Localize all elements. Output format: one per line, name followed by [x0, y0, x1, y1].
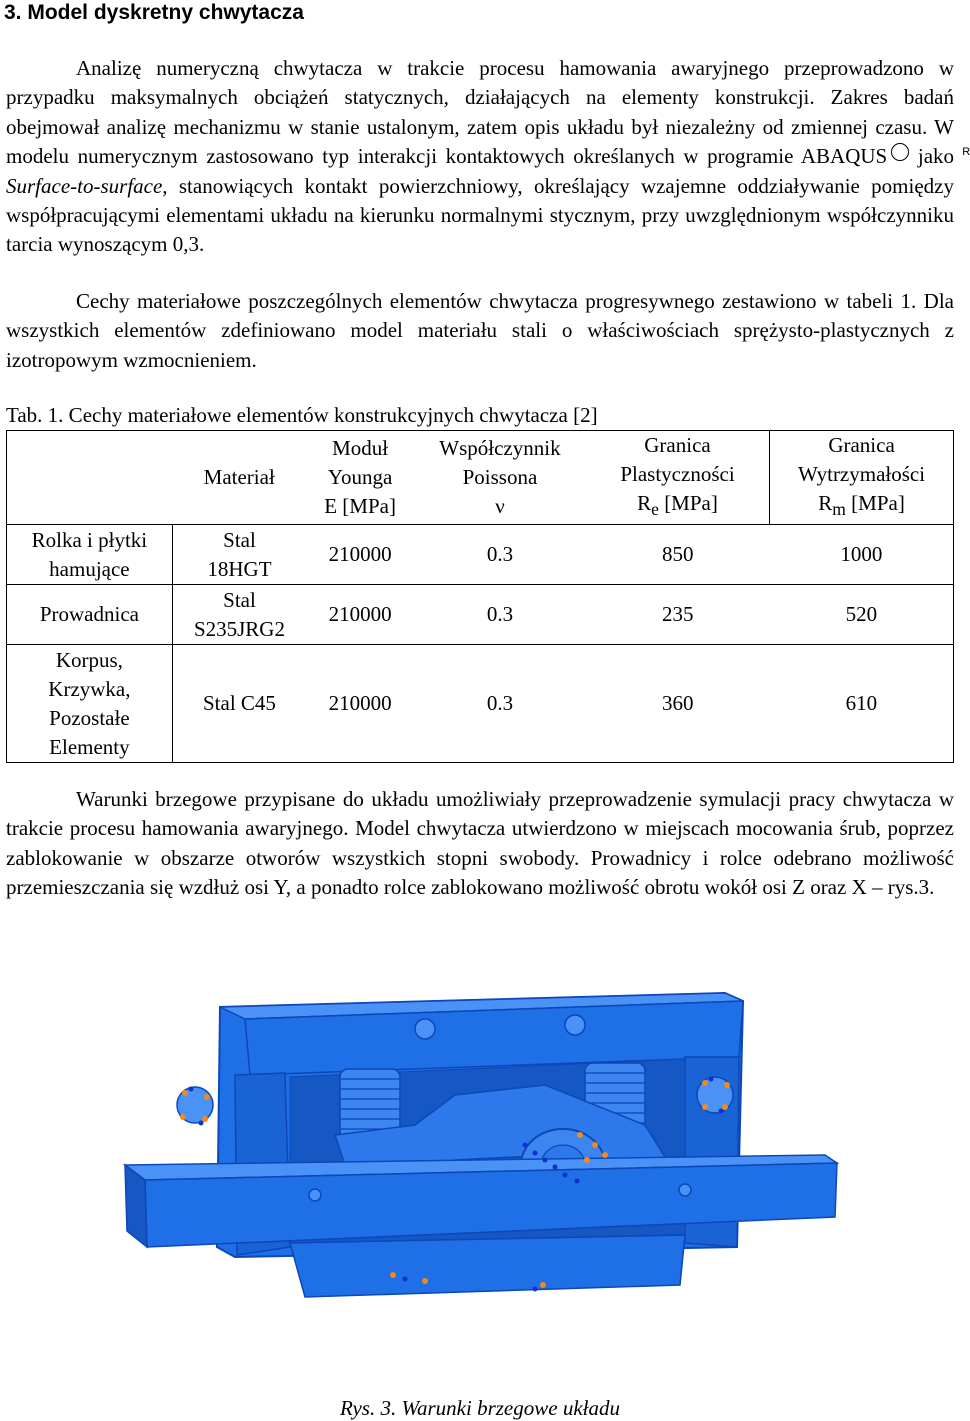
cell-material — [172, 525, 306, 585]
cell-element-line: Korpus, — [55, 647, 123, 672]
header-young — [306, 431, 414, 525]
cell-poisson: 0.3 — [414, 645, 586, 763]
paragraph-analysis — [6, 54, 970, 260]
cell-element-line: hamujące — [49, 556, 130, 581]
surface-to-surface-term: Surface-to-surface — [6, 173, 163, 198]
header-ultimate-line-3 — [770, 489, 953, 524]
header-yield-symbol: R — [637, 491, 652, 515]
header-poisson-line-1: Współczynnik — [439, 436, 561, 461]
cell-material-line: 18HGT — [207, 556, 272, 581]
cell-element-line: Pozostałe — [49, 705, 130, 730]
table-caption: Tab. 1. Cechy materiałowe elementów konstrukcyjnych chwytacza [2] — [6, 403, 598, 427]
header-ultimate-line-1: Granica — [828, 433, 895, 457]
paragraph-boundary-conditions: Warunki brzegowe przypisane do układu umożliwiały przeprowadzenie symulacji pracy chwytacza w trakcie procesu hamowania awaryjnego. Model chwytacza utwierdzono w miejscach mocowania śrub, poprzez zablokowanie w obszarze otworów wszystkich stopni swobody. Prowadnicy i rolce odebrano możliwość przemieszczania się wzdłuż osi Y, a ponadto rolce zablokowano możliwość obrotu wokół osi Z oraz X – rys.3. — [6, 787, 954, 900]
table-header-row — [7, 431, 954, 525]
header-poisson-line-3: ν — [495, 494, 505, 519]
header-poisson — [414, 431, 586, 525]
cell-material-line: S235JRG2 — [193, 616, 285, 641]
header-element — [7, 431, 173, 525]
cell-ultimate: 520 — [770, 585, 954, 645]
cell-yield: 235 — [586, 585, 770, 645]
cell-material-line: Stal — [223, 587, 256, 612]
cell-young: 210000 — [306, 585, 414, 645]
registered-mark-icon: R — [891, 143, 909, 161]
cell-young: 210000 — [306, 645, 414, 763]
header-ultimate-symbol: R — [818, 491, 833, 515]
cell-material — [172, 645, 306, 763]
header-ultimate-unit: [MPa] — [845, 491, 905, 515]
cell-element — [7, 645, 173, 763]
cell-material — [172, 585, 306, 645]
table-row — [7, 585, 954, 645]
cell-yield: 850 — [586, 525, 770, 585]
cell-young: 210000 — [306, 525, 414, 585]
paragraph-analysis-text-2: jako — [909, 144, 955, 169]
header-yield-subscript: e — [651, 499, 659, 520]
header-material — [172, 431, 306, 525]
header-yield-unit: [MPa] — [658, 491, 718, 515]
table-row — [7, 525, 954, 585]
header-young-line-1: Moduł — [332, 436, 389, 461]
cell-element-line: Krzywka, — [48, 676, 131, 701]
header-yield — [586, 431, 770, 525]
header-yield-line-1: Granica — [644, 433, 711, 457]
paragraph-analysis-text-3: , stanowiących kontakt powierzchniowy, określający wzajemne oddziaływanie pomiędzy współpracującymi elementami układu na kierunku normalnymi stycznym, przy uwzględnionym współczynniku tarcia wynoszącym 0,3. — [6, 173, 954, 257]
cell-poisson: 0.3 — [414, 525, 586, 585]
cell-element-line: Rolka i płytki — [31, 527, 148, 552]
header-ultimate-subscript: m — [832, 499, 846, 520]
paragraph-analysis-text-1: Analizę numeryczną chwytacza w trakcie procesu hamowania awaryjnego przeprowadzono w przypadku maksymalnych obciążeń statycznych, działających na elementy konstrukcji. Zakres badań obejmował analizę mechanizmu w stanie ustalonym, zatem opis układu był niezależny od zmiennej czasu. W modelu numerycznym zastosowano typ interakcji kontaktowych określanych w programie ABAQUS — [6, 56, 954, 169]
table-row — [7, 645, 954, 763]
header-young-line-2: Younga — [327, 465, 393, 490]
material-properties-table — [6, 430, 954, 763]
header-young-line-3: E [MPa] — [324, 494, 396, 519]
cell-ultimate: 610 — [770, 645, 954, 763]
gripper-fem-model-image — [125, 985, 845, 1305]
cell-material-line: Stal — [223, 527, 256, 552]
header-yield-line-2: Plastyczności — [620, 462, 735, 486]
cell-material-line: Stal C45 — [203, 691, 276, 716]
cell-yield: 360 — [586, 645, 770, 763]
cell-element-line: Prowadnica — [39, 602, 139, 627]
header-poisson-line-2: Poissona — [462, 465, 538, 490]
cell-poisson: 0.3 — [414, 585, 586, 645]
gripper-model-figure — [125, 985, 845, 1305]
cell-element-line: Elementy — [49, 734, 130, 759]
cell-element — [7, 585, 173, 645]
cell-element — [7, 525, 173, 585]
paragraph-materials: Cechy materiałowe poszczególnych elementów chwytacza progresywnego zestawiono w tabeli 1. Dla wszystkich elementów zdefiniowano model materiału stali o właściwościach sprężysto-plastycznych z izotropowym wzmocnieniem. — [6, 289, 954, 372]
header-ultimate — [770, 431, 954, 525]
header-yield-line-3 — [586, 489, 769, 524]
header-material-label: Materiał — [203, 465, 275, 490]
cell-ultimate: 1000 — [770, 525, 954, 585]
figure-caption: Rys. 3. Warunki brzegowe układu — [340, 1396, 620, 1420]
header-ultimate-line-2: Wytrzymałości — [798, 462, 926, 486]
section-heading: 3. Model dyskretny chwytacza — [4, 1, 304, 24]
